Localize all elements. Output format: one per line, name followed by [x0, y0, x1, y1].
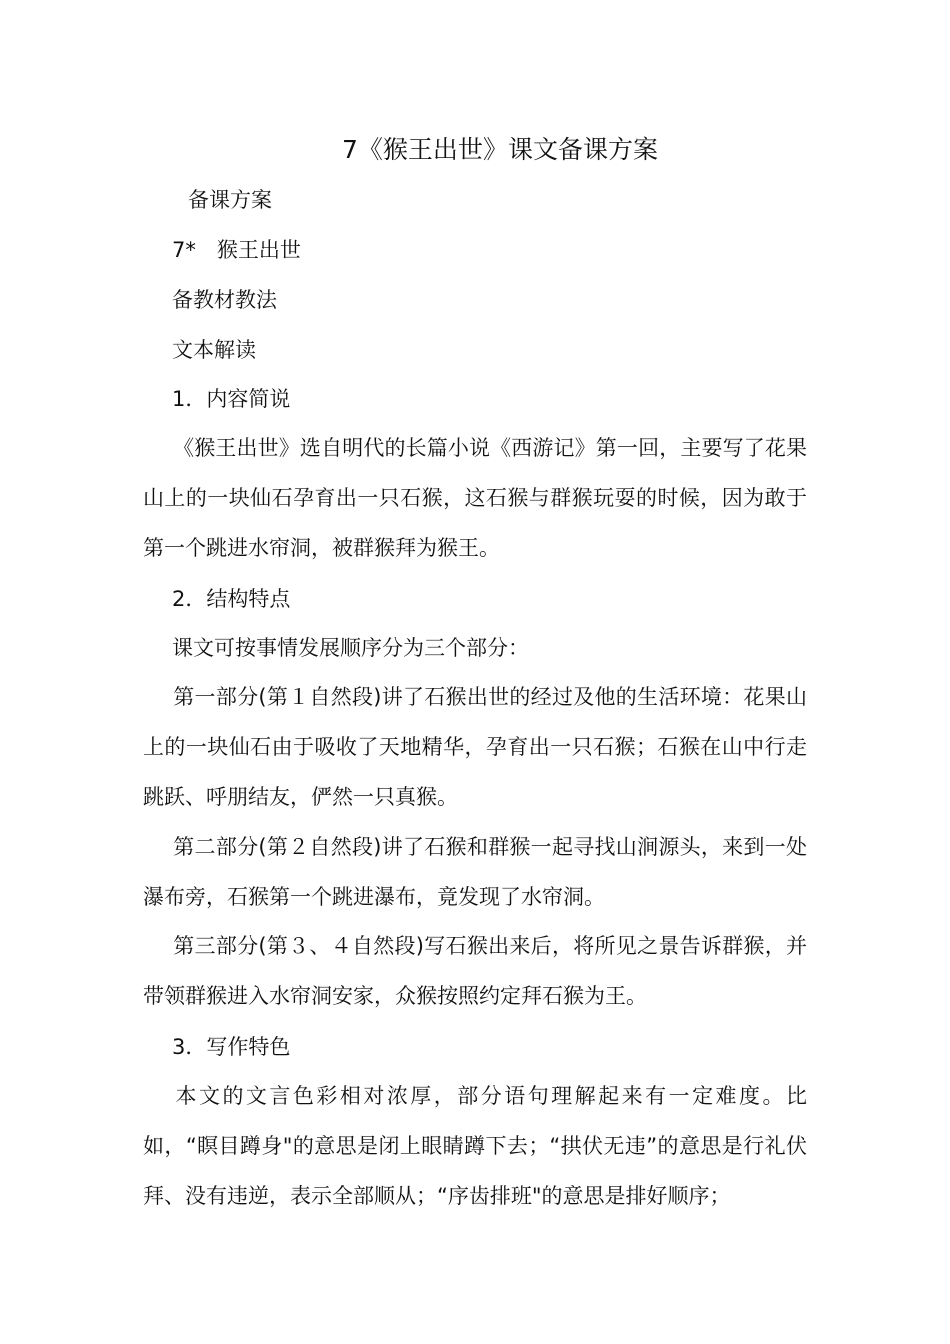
part1-paragraph-text: 第一部分(第１自然段)讲了石猴出世的经过及他的生活环境：花果山上的一块仙石由于吸收了天地精华，孕育出一只石猴；石猴在山中行走跳跃、呼朋结友，俨然一只真猴。 [143, 685, 807, 809]
item3-paragraph [143, 1071, 807, 1221]
part2-paragraph-text: 第二部分(第２自然段)讲了石猴和群猴一起寻找山涧源头，来到一处瀑布旁，石猴第一个跳进瀑布，竟发现了水帘洞。 [143, 835, 807, 909]
part3-paragraph-text: 第三部分(第３、４自然段)写石猴出来后，将所见之景告诉群猴，并带领群猴进入水帘洞安家，众猴按照约定拜石猴为王。 [143, 934, 807, 1008]
heading-plan: 备课方案 [188, 188, 272, 212]
lesson-label: 7* 猴王出世 [172, 238, 301, 262]
item2-heading: 2．结构特点 [172, 587, 291, 611]
document-title: 7《猴王出世》课文备课方案 [342, 135, 658, 164]
item1-paragraph-text: 《猴王出世》选自明代的长篇小说《西游记》第一回，主要写了花果山上的一块仙石孕育出一只石猴，这石猴与群猴玩耍的时候，因为敢于第一个跳进水帘洞，被群猴拜为猴王。 [143, 436, 807, 560]
item1-paragraph [143, 423, 807, 573]
item3-heading: 3．写作特色 [172, 1035, 291, 1059]
item3-paragraph-text: 本文的文言色彩相对浓厚，部分语句理解起来有一定难度。比如，“瞑目蹲身"的意思是闭上眼睛蹲下去；“拱伏无违”的意思是行礼伏拜、没有违逆，表示全部顺从；“序齿排班"的意思是排好顺序； [143, 1084, 807, 1208]
part2-paragraph [143, 822, 807, 922]
part1-paragraph [143, 672, 807, 822]
section-text-reading: 文本解读 [172, 338, 256, 362]
item2-intro: 课文可按事情发展顺序分为三个部分： [172, 636, 529, 660]
section-materials: 备教材教法 [172, 288, 277, 312]
part3-paragraph [143, 921, 807, 1021]
item1-heading: 1．内容简说 [172, 387, 291, 411]
